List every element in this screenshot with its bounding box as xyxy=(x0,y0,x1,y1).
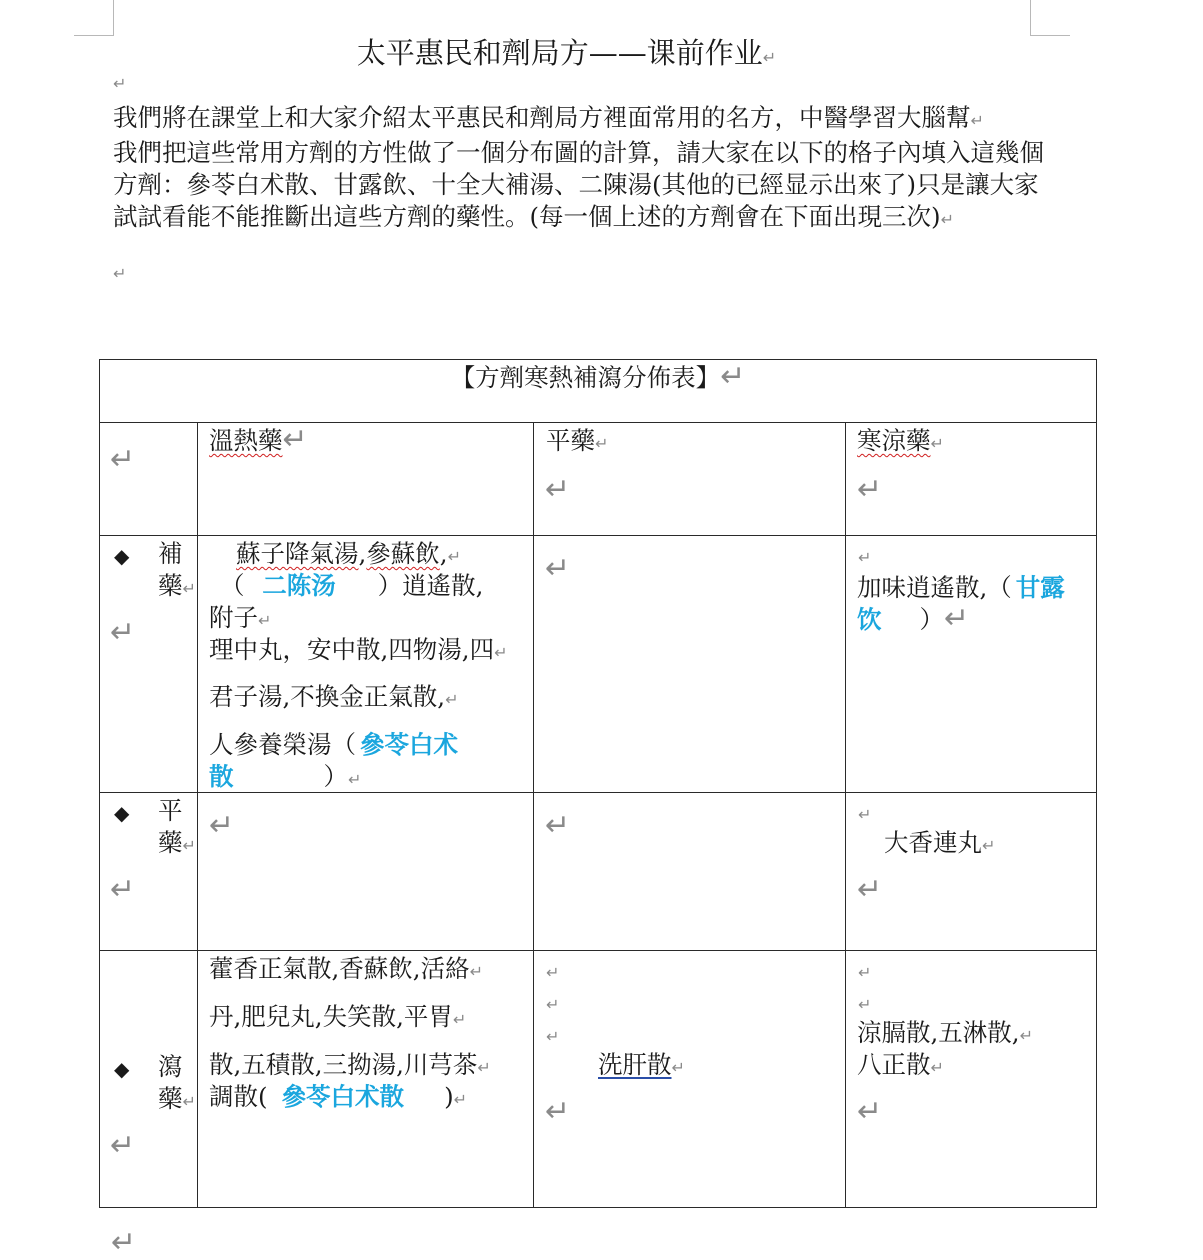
cell-tonify-warm[interactable]: 蘇子降氣湯,參蘇飲,↵ （ 二陈汤 ）逍遙散, 附子↵ 理中丸，安中散,四物湯,四↵ 君子湯,不換金正氣散,↵ 人參養榮湯（ 參苓白术散 ）↵ xyxy=(198,536,534,793)
bullet-diamond: ◆ xyxy=(114,544,130,568)
paragraph-mark: ↵ xyxy=(113,264,127,283)
cell-neutral-warm[interactable]: ↵ xyxy=(198,793,534,951)
row-label-char: 藥 xyxy=(158,1084,183,1113)
formula-link[interactable]: 洗肝散 xyxy=(598,1050,672,1079)
row-label-tonify[interactable]: ◆ 補 藥↵ ↵ xyxy=(100,536,198,793)
bullet-diamond: ◆ xyxy=(114,1057,130,1081)
cell-purge-neutral[interactable]: ↵ ↵ ↵ 洗肝散↵ ↵ xyxy=(534,951,846,1208)
intro-text[interactable] xyxy=(113,102,1063,236)
row-label-char: 平 xyxy=(158,796,183,825)
paragraph-mark: ↵ xyxy=(762,48,777,67)
intro-paragraph-1[interactable]: 我們將在課堂上和大家介紹太平惠民和劑局方裡面常用的名方，中醫學習大腦幫↵ xyxy=(113,103,984,132)
table-title: 【方劑寒熱補瀉分佈表】 xyxy=(450,363,721,392)
crop-mark-top-right xyxy=(1030,0,1031,36)
table-title-cell[interactable]: 【方劑寒熱補瀉分佈表】↵ xyxy=(100,360,1097,423)
header-cold-cell[interactable]: 寒涼藥↵ ↵ xyxy=(846,423,1097,536)
answer-blank[interactable]: 參苓白术散 xyxy=(209,730,458,791)
header-warm: 溫熱藥 xyxy=(209,426,283,455)
page-title-text: 太平惠民和劑局方——课前作业 xyxy=(356,36,763,70)
answer-blank[interactable]: 二陈汤 xyxy=(262,571,336,600)
header-neutral: 平藥 xyxy=(546,426,595,455)
answer-blank[interactable]: 參苓白术散 xyxy=(281,1082,405,1111)
header-warm-cell[interactable]: 溫熱藥↵ xyxy=(198,423,534,536)
row-label-neutral[interactable]: ◆ 平 藥↵ ↵ xyxy=(100,793,198,951)
cell-tonify-cold[interactable]: ↵ 加味逍遙散,（ 甘露饮 ）↵ xyxy=(846,536,1097,793)
row-label-purge[interactable]: ◆ 瀉 藥↵ ↵ xyxy=(100,951,198,1208)
cell-purge-cold[interactable]: ↵ ↵ 涼膈散,五淋散,↵ 八正散↵ ↵ xyxy=(846,951,1097,1208)
header-cold: 寒涼藥 xyxy=(857,426,931,455)
page-title xyxy=(0,33,1133,78)
header-corner-cell[interactable]: ↵ xyxy=(100,423,198,536)
paragraph-mark: ↵ xyxy=(113,74,127,93)
row-label-char: 瀉 xyxy=(158,1052,183,1081)
paragraph-mark: ↵ xyxy=(111,1225,137,1260)
crop-mark-top-left xyxy=(113,0,114,36)
cell-purge-warm[interactable]: 藿香正氣散,香蘇飲,活絡↵ 丹,肥兒丸,失笑散,平胃↵ 散,五積散,三拗湯,川芎茶↵ 調散( 參苓白术散 )↵ xyxy=(198,951,534,1208)
cell-tonify-neutral[interactable]: ↵ xyxy=(534,536,846,793)
cell-neutral-neutral[interactable]: ↵ xyxy=(534,793,846,951)
row-label-char: 藥 xyxy=(158,571,183,600)
row-label-char: 藥 xyxy=(158,828,183,857)
herb-distribution-table xyxy=(99,359,1097,1208)
answer-blank[interactable]: 甘露饮 xyxy=(857,573,1065,634)
header-neutral-cell[interactable]: 平藥↵ ↵ xyxy=(534,423,846,536)
cell-neutral-cold[interactable]: ↵ 大香連丸↵ ↵ xyxy=(846,793,1097,951)
bullet-diamond: ◆ xyxy=(114,801,130,825)
intro-paragraph-2[interactable]: 我們把這些常用方劑的方性做了一個分布圖的計算，請大家在以下的格子內填入這幾個方劑：參苓白术散、甘露飲、十全大補湯、二陳湯(其他的已經显示出來了)只是讓大家試試看能不能推斷出這些方劑的藥性。(每一個上述的方劑會在下面出現三次)↵ xyxy=(113,138,1044,231)
row-label-char: 補 xyxy=(158,539,183,568)
